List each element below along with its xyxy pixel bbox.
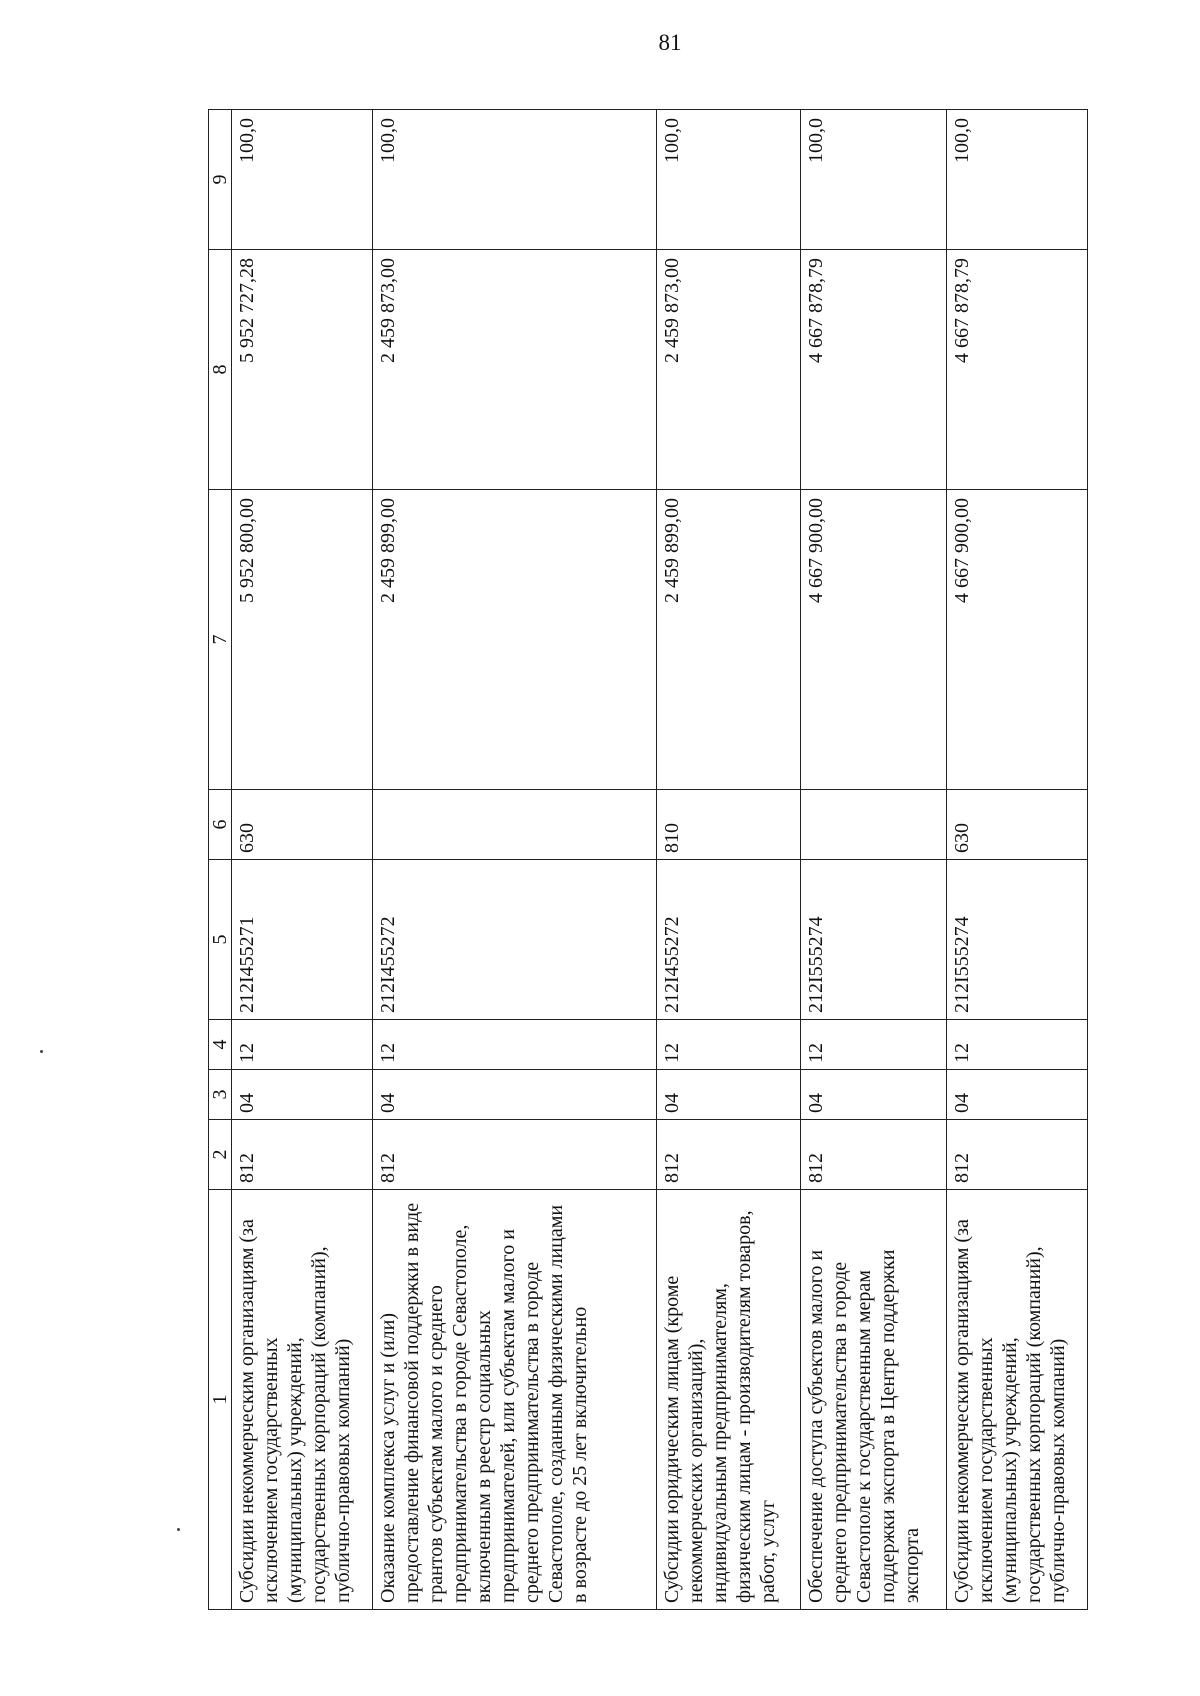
percent-cell: 100,0 — [947, 110, 1088, 250]
admin-code-cell: 812 — [232, 1120, 373, 1190]
column-header: 8 — [209, 250, 232, 490]
row-name-cell: Обеспечение доступа субъектов малого и среднего предпринимательства в городе Севастополе к государственным мерам поддержки экспорта в Центре поддержки экспорта — [800, 1190, 946, 1610]
column-header: 4 — [209, 1020, 232, 1070]
expense-type-cell — [800, 790, 946, 860]
admin-code-cell: 812 — [372, 1120, 656, 1190]
table-row — [372, 110, 656, 1610]
target-article-cell: 212I455272 — [656, 860, 800, 1020]
executed-amount-cell: 2 459 873,00 — [656, 250, 800, 490]
subsection-cell: 12 — [372, 1020, 656, 1070]
expense-type-cell: 630 — [947, 790, 1088, 860]
column-header: 2 — [209, 1120, 232, 1190]
section-cell: 04 — [372, 1070, 656, 1120]
row-name-cell: Оказание комплекса услуг и (или) предоставление финансовой поддержки в виде грантов субъектам малого и среднего предпринимательства в городе Севастополе, включенным в реестр социальных предпринимателей, или субъектам малого и среднего предпринимательства в городе Севастополе, созданным физическими лицами в возрасте до 25 лет включительно — [372, 1190, 656, 1610]
row-name-cell: Субсидии юридическим лицам (кроме некоммерческих организаций), индивидуальным предпринимателям, физическим лицам - производителям товаров, работ, услуг — [656, 1190, 800, 1610]
row-name-cell: Субсидии некоммерческим организациям (за исключением государственных (муниципальных) учреждений, государственных корпораций (компаний), публично-правовых компаний) — [947, 1190, 1088, 1610]
table-row — [800, 110, 946, 1610]
executed-amount-cell: 4 667 878,79 — [800, 250, 946, 490]
admin-code-cell: 812 — [656, 1120, 800, 1190]
planned-amount-cell: 5 952 800,00 — [232, 490, 373, 790]
planned-amount-cell: 4 667 900,00 — [800, 490, 946, 790]
scan-speck — [177, 1528, 180, 1531]
executed-amount-cell: 2 459 873,00 — [372, 250, 656, 490]
admin-code-cell: 812 — [800, 1120, 946, 1190]
column-header: 7 — [209, 490, 232, 790]
section-cell: 04 — [656, 1070, 800, 1120]
expense-type-cell: 630 — [232, 790, 373, 860]
executed-amount-cell: 4 667 878,79 — [947, 250, 1088, 490]
table-header-row — [209, 110, 232, 1610]
column-header: 9 — [209, 110, 232, 250]
scan-speck — [40, 1050, 43, 1053]
planned-amount-cell: 2 459 899,00 — [372, 490, 656, 790]
executed-amount-cell: 5 952 727,28 — [232, 250, 373, 490]
planned-amount-cell: 4 667 900,00 — [947, 490, 1088, 790]
section-cell: 04 — [947, 1070, 1088, 1120]
column-header: 6 — [209, 790, 232, 860]
percent-cell: 100,0 — [232, 110, 373, 250]
rotated-table-container — [208, 110, 1088, 1610]
admin-code-cell: 812 — [947, 1120, 1088, 1190]
page-number: 81 — [658, 30, 682, 55]
section-cell: 04 — [232, 1070, 373, 1120]
expense-type-cell — [372, 790, 656, 860]
row-name-cell: Субсидии некоммерческим организациям (за исключением государственных (муниципальных) учреждений, государственных корпораций (компаний), публично-правовых компаний) — [232, 1190, 373, 1610]
subsection-cell: 12 — [947, 1020, 1088, 1070]
column-header: 1 — [209, 1190, 232, 1610]
percent-cell: 100,0 — [656, 110, 800, 250]
percent-cell: 100,0 — [800, 110, 946, 250]
percent-cell: 100,0 — [372, 110, 656, 250]
expense-type-cell: 810 — [656, 790, 800, 860]
planned-amount-cell: 2 459 899,00 — [656, 490, 800, 790]
column-header: 5 — [209, 860, 232, 1020]
table-row — [232, 110, 373, 1610]
table-row — [656, 110, 800, 1610]
table-row — [947, 110, 1088, 1610]
budget-table — [208, 109, 1088, 1610]
subsection-cell: 12 — [800, 1020, 946, 1070]
subsection-cell: 12 — [656, 1020, 800, 1070]
section-cell: 04 — [800, 1070, 946, 1120]
target-article-cell: 212I555274 — [800, 860, 946, 1020]
target-article-cell: 212I455271 — [232, 860, 373, 1020]
column-header: 3 — [209, 1070, 232, 1120]
target-article-cell: 212I555274 — [947, 860, 1088, 1020]
subsection-cell: 12 — [232, 1020, 373, 1070]
target-article-cell: 212I455272 — [372, 860, 656, 1020]
